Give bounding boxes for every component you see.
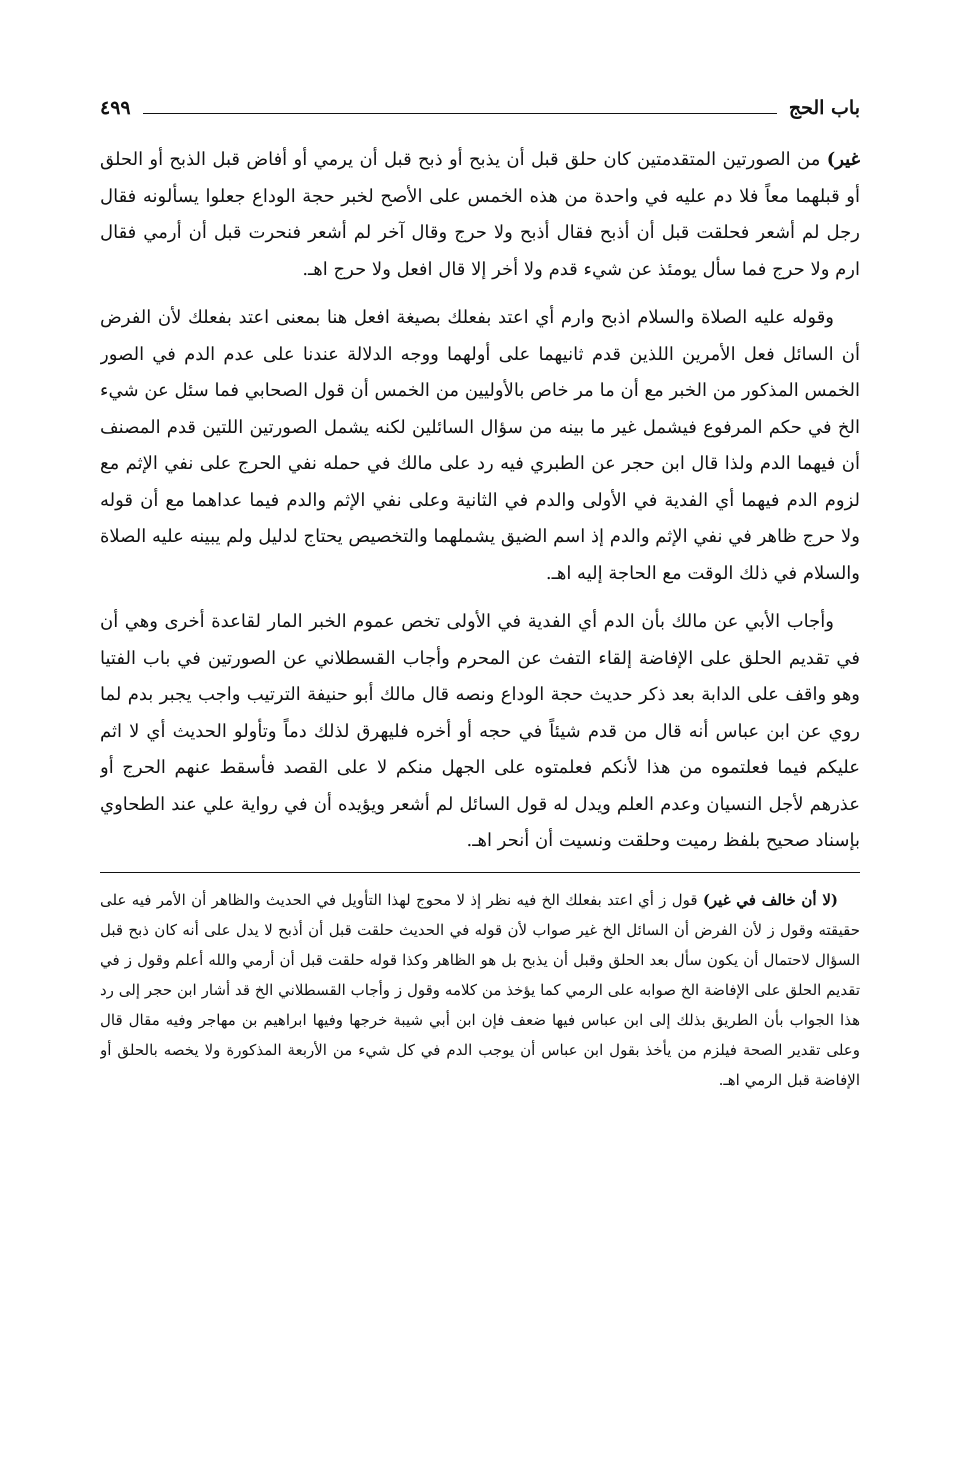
footnote-text: قول ز أي اعتد بفعلك الخ فيه نظر إذ لا محوج لهذا التأويل في الحديث والظاهر أن الأمر فيه على حقيقته وقول ز لأن الفرض أن السائل الخ غير صواب لأن قوله في الحديث حلقت قبل أن أذبح لا يدل على أنه كان ذبح قبل السؤال لاحتمال أن يكون سأل بعد الحلق وقبل أن يذبح بل هو الظاهر وكذا قوله حلقت قبل أن أرمي والله أعلم وقول ز في تقديم الحلق على الإفاضة الخ صوابه على الرمي كما يؤخذ من كلامه وقول ز وأجاب القسطلاني الخ قد أشار ابن حجر إلى رد هذا الجواب بأن الطريق بذلك إلى ابن عباس فيها ضعف فإن ابن أبي شيبة خرجها وفيها ابراهيم بن مهاجر وفيه مقال قال وعلى تقدير الصحة فيلزم من يأخذ بقول ابن عباس أن يوجب الدم في كل شيء من الأربعة المذكورة ولا يخصه بالحلق أو الإفاضة قبل الرمي اهـ. <box>100 890 860 1089</box>
book-page <box>100 78 860 1408</box>
footnote <box>100 885 860 1095</box>
paragraph-1-text: من الصورتين المتقدمتين كان حلق قبل أن يذبح أو ذبح قبل أن يرمي أو أفاض قبل الذبح أو الحلق أو قبلهما معاً فلا دم عليه في واحدة من هذه الخمس على الأصح لخبر حجة الوداع جعلوا يسألونه فقال رجل لم أشعر فحلقت قبل أن أذبح فقال أذبح ولا حرج وقال آخر لم أشعر فنحرت قبل أن أرمي فقال ارم ولا حرج فما سأل يومئذ عن شيء قدم ولا أخر إلا قال افعل ولا حرج اهـ. <box>100 149 860 280</box>
running-header <box>100 78 860 122</box>
paragraph-1 <box>100 142 860 288</box>
paragraph-2: وقوله عليه الصلاة والسلام اذبح وارم أي اعتد بفعلك بصيغة افعل هنا بمعنى اعتد بفعلك لأن الفرض أن السائل فعل الأمرين اللذين قدم ثانيهما على أولهما ووجه الدلالة عندنا على عدم الدم في الصور الخمس المذكور من الخبر مع أن ما مر خاص بالأوليين من الخمس أن قول الصحابي فما سئل عن شيء الخ في حكم المرفوع فيشمل غير ما بينه من سؤال السائلين لكنه يشمل الصورتين اللتين قدم المصنف أن فيهما الدم ولذا قال ابن حجر عن الطبري فيه رد على مالك في حمله نفي الحرج على نفي الإثم مع لزوم الدم فيهما أي الفدية في الأولى والدم في الثانية وعلى نفي الإثم والدم فيما عداهما مع أن قوله ولا حرج ظاهر في نفي الإثم والدم إذ اسم الضيق يشملهما والتخصيص يحتاج لدليل ولم يبينه عليه الصلاة والسلام في ذلك الوقت مع الحاجة إليه اهـ. <box>100 307 860 584</box>
page-number: ٤٩٩ <box>100 97 131 119</box>
header-rule <box>143 113 777 114</box>
main-text <box>100 142 860 860</box>
chapter-title: باب الحج <box>788 97 860 119</box>
footnote-paragraph <box>100 885 860 1095</box>
footnote-separator <box>100 872 860 873</box>
footnote-lead: (لا أن خالف في غير) <box>702 890 838 909</box>
paragraph-1-lead: غير) <box>826 149 860 170</box>
paragraph-3: وأجاب الأبي عن مالك بأن الدم أي الفدية في الأولى تخص عموم الخبر المار لقاعدة أخرى وهي أن في تقديم الحلق على الإفاضة إلقاء التفث عن المحرم وأجاب القسطلاني عن الصورتين في باب الفتيا وهو واقف على الدابة بعد ذكر حديث حجة الوداع ونصه قال مالك أبو حنيفة الترتيب واجب يجبر بدم لما روي عن ابن عباس أنه قال من قدم شيئاً في حجه أو أخره فليهرق لذلك دماً وتأولو الحديث أي لا اثم عليكم فيما فعلتموه من هذا لأنكم فعلمتوه على الجهل منكم لا على القصد فأسقط عنهم الحرج أو عذرهم لأجل النسيان وعدم العلم ويدل له قول السائل لم أشعر ويؤيده أن في رواية علي عند الطحاوي بإسناد صحيح بلفظ رميت وحلقت ونسيت أن أنحر اهـ. <box>100 611 860 851</box>
